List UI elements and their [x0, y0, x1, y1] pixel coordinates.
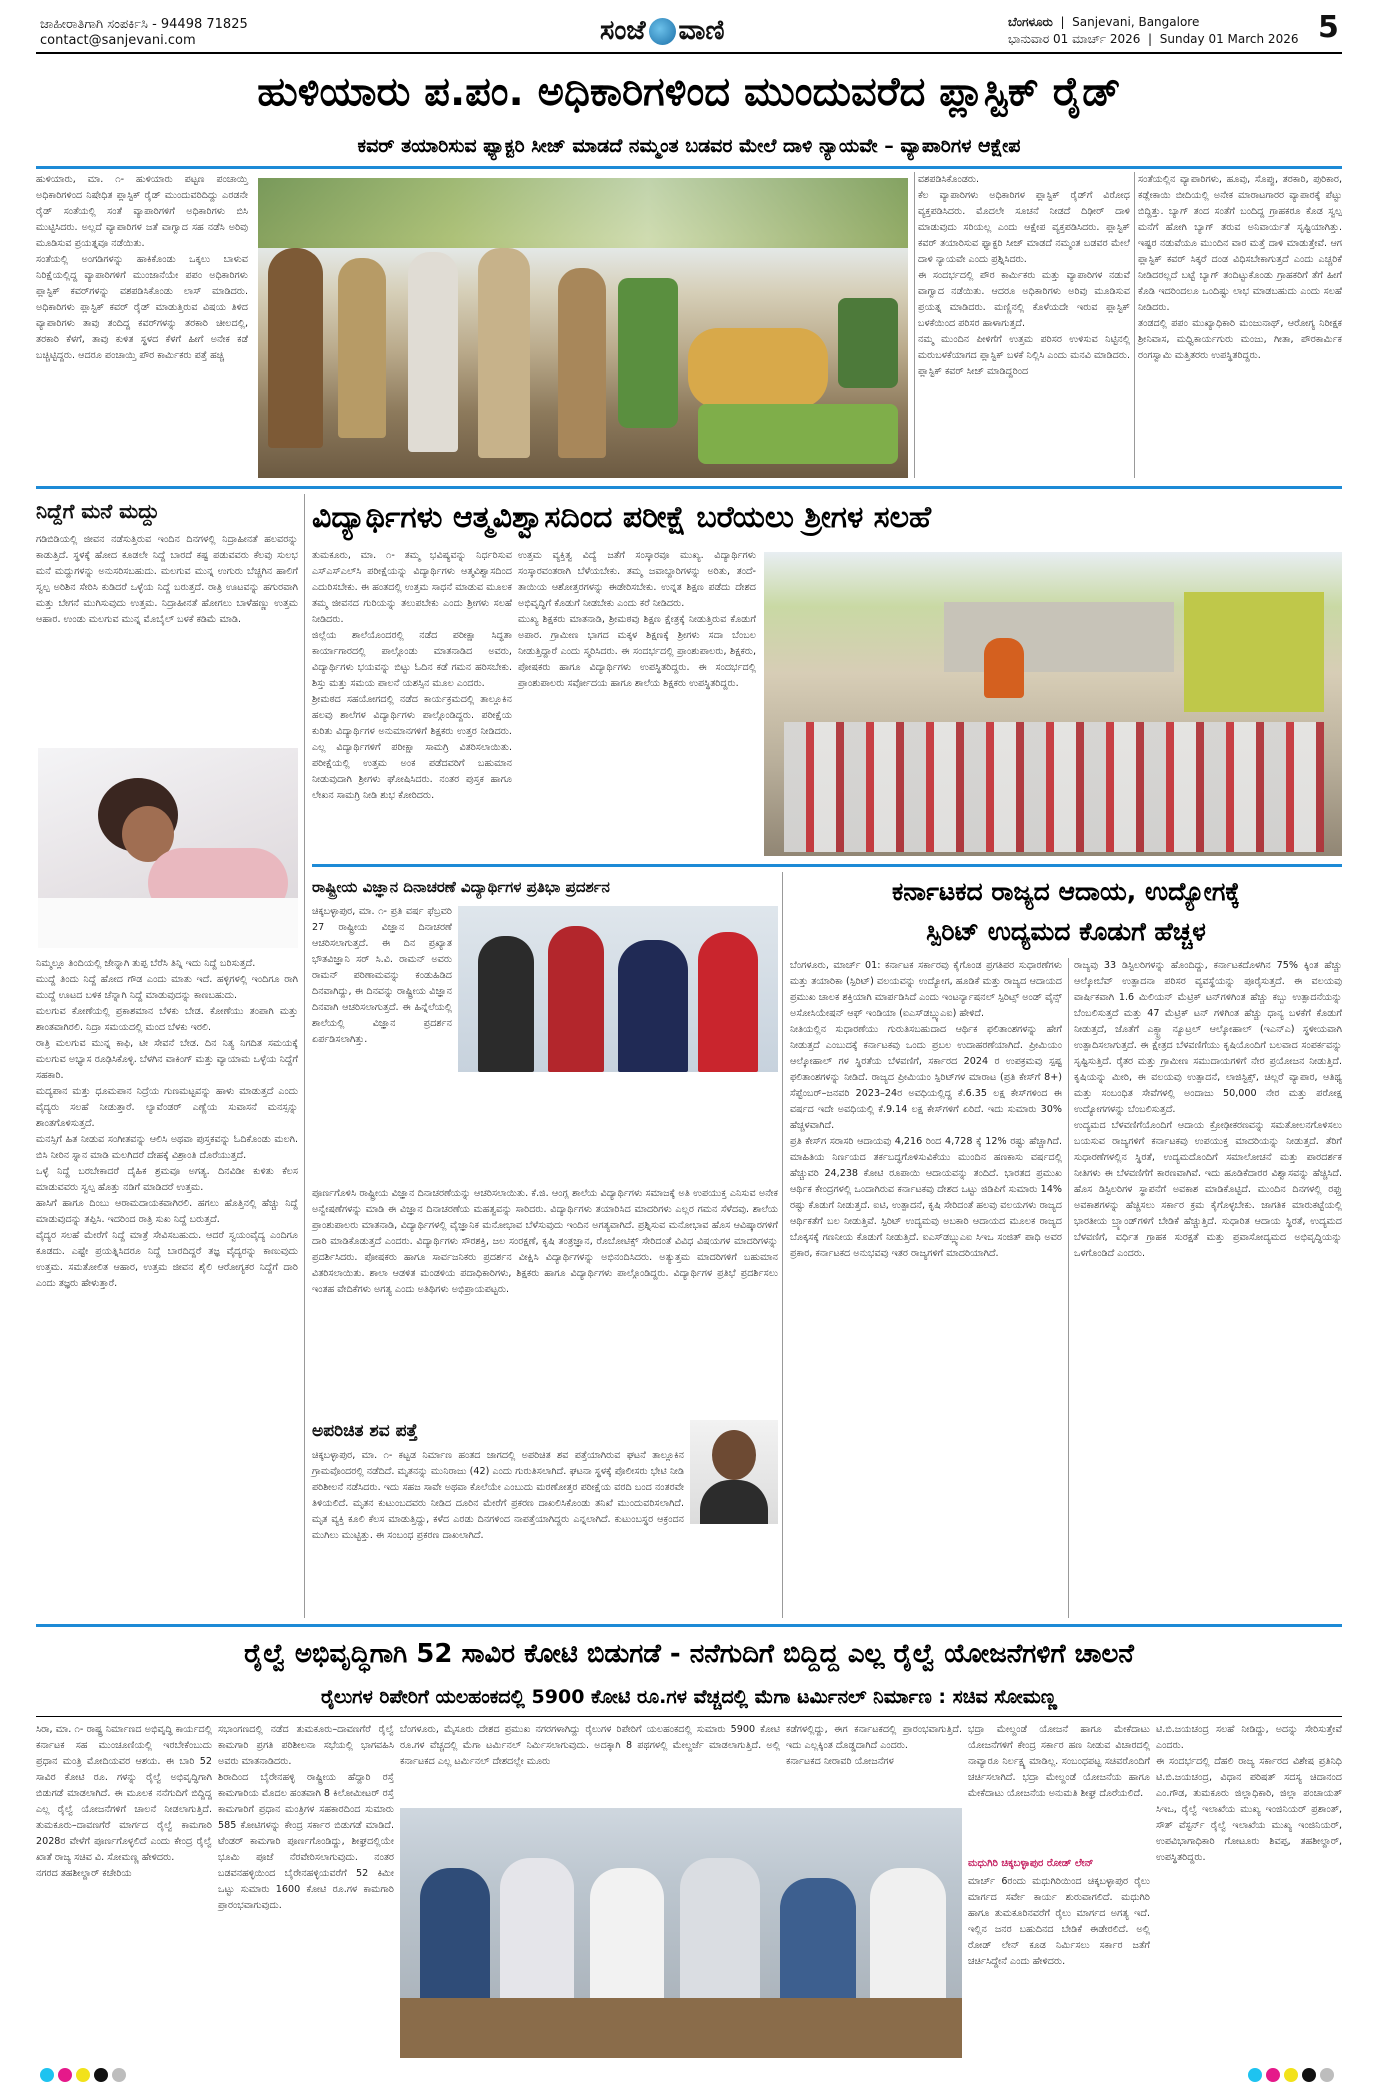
story1-sub-rule [36, 166, 1342, 169]
story7-col6: ಭದ್ರಾ ಮೇಲ್ದಂಡೆ ಯೋಜನೆ ಹಾಗೂ ಮೇಕೆದಾಟು ಯೋಜನೆಗಳಿಗೆ ಕೇಂದ್ರ ಸರ್ಕಾರ ಹಣ ನೀಡುವ ವಿಚಾರದಲ್ಲಿ ನಾವ್ಯಾರೂ ನಿರ್ಲಕ್ಷ್ಯ ಮಾಡಿಲ್ಲ. ಸಂಬಂಧಪಟ್ಟ ಸಚಿವರೊಂದಿಗೆ ಚರ್ಚಿಸಲಾಗಿದೆ. ಭದ್ರಾ ಮೇಲ್ದಂಡೆ ಯೋಜನೆಯ ಹಾಗೂ ಮೇಕೆದಾಟು ಯೋಜನೆಯ ಅನುಮತಿ ಶೀಘ್ರ ದೊರೆಯಲಿದೆ. [968, 1724, 1154, 1799]
story4-divider [782, 872, 783, 1618]
page-number: 5 [1318, 10, 1339, 45]
story7-photo [400, 1808, 962, 2058]
section2-vertical-divider [304, 494, 305, 1618]
story2-photo [38, 748, 298, 948]
story4-photo [458, 906, 778, 1072]
story2-body-bottom: ನಿಮ್ಮಲ್ಲೂ ತಿಂದಿಯಲ್ಲಿ ಜೇನ್ನಾಗಿ ತುಪ್ಪ ಬೆರೆಸಿ ತಿನ್ನಿ ಇದು ನಿದ್ದೆ ಬರಿಸುತ್ತದೆ. ಮುದ್ದೆ ತಿಂದು ನಿದ್ದೆ ಹೋದ ಗೌಡ ಎಂದು ಮಾತು ಇದೆ. ಹಳ್ಳಿಗಳಲ್ಲಿ ಇಂದಿಗೂ ರಾಗಿ ಮುದ್ದೆ ಊಟದ ಬಳಿಕ ಚೆನ್ನಾಗಿ ನಿದ್ದೆ ಮಾಡುವುದನ್ನು ಕಾಣಬಹುದು. ಮಲಗುವ ಕೋಣೆಯಲ್ಲಿ ಪ್ರಕಾಶಮಾನ ಬೆಳಕು ಬೇಡ. ಕೋಣೆಯು ತಂಪಾಗಿ ಮತ್ತು ಶಾಂತವಾಗಿರಲಿ. ನಿದ್ರಾ ಸಮಯದಲ್ಲಿ ಮಂದ ಬೆಳಕು ಇರಲಿ. ರಾತ್ರಿ ಮಲಗುವ ಮುನ್ನ ಕಾಫಿ, ಟೀ ಸೇವನೆ ಬೇಡ. ದಿನ ನಿತ್ಯ ನಿಗದಿತ ಸಮಯಕ್ಕೆ ಮಲಗುವ ಅಭ್ಯಾಸ ರೂಢಿಸಿಕೊಳ್ಳಿ. ಬೆಳಗಿನ ವಾಕಿಂಗ್ ಮತ್ತು ವ್ಯಾಯಾಮ ಒಳ್ಳೆಯ ನಿದ್ದೆಗೆ ಸಹಕಾರಿ. ಮದ್ಯಪಾನ ಮತ್ತು ಧೂಮಪಾನ ನಿದ್ರೆಯ ಗುಣಮಟ್ಟವನ್ನು ಹಾಳು ಮಾಡುತ್ತದೆ ಎಂದು ವೈದ್ಯರು ಸಲಹೆ ನೀಡುತ್ತಾರೆ. ಲ್ಯಾವೆಂಡರ್ ಎಣ್ಣೆಯ ಸುವಾಸನೆ ಮನಸ್ಸನ್ನು ಶಾಂತಗೊಳಿಸುತ್ತದೆ. ಮನಸ್ಸಿಗೆ ಹಿತ ನೀಡುವ ಸಂಗೀತವನ್ನು ಆಲಿಸಿ ಅಥವಾ ಪುಸ್ತಕವನ್ನು ಓದಿಕೊಂಡು ಮಲಗಿ. ಬಿಸಿ ನೀರಿನ ಸ್ನಾನ ಮಾಡಿ ಮಲಗಿದರೆ ದೇಹಕ್ಕೆ ವಿಶ್ರಾಂತಿ ದೊರೆಯುತ್ತದೆ. ಒಳ್ಳೆ ನಿದ್ದೆ ಬರಬೇಕಾದರೆ ದೈಹಿಕ ಶ್ರಮವೂ ಅಗತ್ಯ. ದಿನವಿಡೀ ಕುಳಿತು ಕೆಲಸ ಮಾಡುವವರು ಸ್ವಲ್ಪ ಹೊತ್ತು ನಡಿಗೆ ಮಾಡಿದರೆ ಉತ್ತಮ. ಹಾಸಿಗೆ ಹಾಗೂ ದಿಂಬು ಆರಾಮದಾಯಕವಾಗಿರಲಿ. ಹಗಲು ಹೊತ್ತಿನಲ್ಲಿ ಹೆಚ್ಚು ನಿದ್ದೆ ಮಾಡುವುದನ್ನು ತಪ್ಪಿಸಿ. ಇದರಿಂದ ರಾತ್ರಿ ಸುಖ ನಿದ್ದೆ ಬರುತ್ತದೆ. ವೈದ್ಯರ ಸಲಹೆ ಮೇರೆಗೆ ನಿದ್ದೆ ಮಾತ್ರೆ ಸೇವಿಸಬಹುದು. ಆದರೆ ಸ್ವಯಂವೈದ್ಯ ಎಂದಿಗೂ ಕೂಡದು. ಎಷ್ಟೇ ಪ್ರಯತ್ನಿಸಿದರೂ ನಿದ್ದೆ ಬಾರದಿದ್ದರೆ ತಜ್ಞ ವೈದ್ಯರನ್ನು ಕಾಣುವುದು ಉತ್ತಮ. ಸಮತೋಲಿತ ಆಹಾರ, ಉತ್ತಮ ಜೀವನ ಶೈಲಿ ಆರೋಗ್ಯಕರ ನಿದ್ದೆಗೆ ದಾರಿ ಎಂದು ತಜ್ಞರು ಹೇಳುತ್ತಾರೆ. [36, 958, 298, 1289]
masthead-edition: Sanjevani, Bangalore [1072, 15, 1200, 29]
story1-photo [258, 178, 908, 478]
globe-icon [649, 18, 676, 45]
logo-left-text: ಸಂಜೆ [600, 15, 646, 46]
story1-subhead: ಕವರ್ ತಯಾರಿಸುವ ಫ್ಯಾಕ್ಟರಿ ಸೀಜ್ ಮಾಡದೆ ನಮ್ಮಂತ ಬಡವರ ಮೇಲೆ ದಾಳಿ ನ್ಯಾಯವೇ – ವ್ಯಾಪಾರಿಗಳ ಆಕ್ಷೇಪ [357, 135, 1021, 157]
story7-col1: ಸಿರಾ, ಮಾ. ೧- ರಾಷ್ಟ್ರ ನಿರ್ಮಾಣದ ಅಭಿವೃದ್ಧಿ ಕಾರ್ಯದಲ್ಲಿ ಕರ್ನಾಟಕ ಸಹ ಮುಂಚೂಣಿಯಲ್ಲಿ ಇರಬೇಕೆಂಬುದು ಪ್ರಧಾನ ಮಂತ್ರಿ ಮೋದಿಯವರ ಆಶಯ. ಈ ಬಾರಿ 52 ಸಾವಿರ ಕೋಟಿ ರೂ. ಗಳನ್ನು ರೈಲ್ವೆ ಅಭಿವೃದ್ಧಿಗಾಗಿ ಬಿಡುಗಡೆ ಮಾಡಲಾಗಿದೆ. ಈ ಮೂಲಕ ನನೆಗುದಿಗೆ ಬಿದ್ದಿದ್ದ ಎಲ್ಲ ರೈಲ್ವೆ ಯೋಜನೆಗಳಿಗೆ ಚಾಲನೆ ನೀಡಲಾಗುತ್ತಿದೆ. ತುಮಕೂರು–ದಾವಣಗೆರೆ ಮಾರ್ಗದ ರೈಲ್ವೆ ಕಾಮಗಾರಿ 2028ರ ವೇಳೆಗೆ ಪೂರ್ಣಗೊಳ್ಳಲಿದೆ ಎಂದು ಕೇಂದ್ರ ರೈಲ್ವೆ ಖಾತೆ ರಾಜ್ಯ ಸಚಿವ ವಿ. ಸೋಮಣ್ಣ ಹೇಳಿದರು. ನಗರದ ತಹಶೀಲ್ದಾರ್ ಕಚೇರಿಯ [36, 1724, 212, 1879]
registration-dot [1284, 2068, 1298, 2082]
masthead-logo [600, 14, 725, 48]
section-rule-3 [36, 1624, 1342, 1627]
masthead-ad-line: ಜಾಹೀರಾತಿಗಾಗಿ ಸಂಪರ್ಕಿಸಿ - 94498 71825 [40, 17, 248, 32]
story6-headline-2: ಸ್ಪಿರಿಟ್ ಉದ್ಯಮದ ಕೊಡುಗೆ ಹೆಚ್ಚಳ [926, 917, 1206, 946]
registration-dot [76, 2068, 90, 2082]
masthead-city: ಬೆಂಗಳೂರು [1008, 15, 1053, 29]
logo-right-text: ವಾಣಿ [678, 15, 725, 46]
story4-side: ಚಿಕ್ಕಬಳ್ಳಾಪುರ, ಮಾ. ೧- ಪ್ರತಿ ವರ್ಷ ಫೆಬ್ರವರಿ 27 ರಾಷ್ಟ್ರೀಯ ವಿಜ್ಞಾನ ದಿನಾಚರಣೆ ಆಚರಿಸಲಾಗುತ್ತದೆ. ಈ ದಿನ ಪ್ರಖ್ಯಾತ ಭೌತವಿಜ್ಞಾನಿ ಸರ್ ಸಿ.ವಿ. ರಾಮನ್ ಅವರು ರಾಮನ್ ಪರಿಣಾಮವನ್ನು ಕಂಡುಹಿಡಿದ ದಿನವಾಗಿದ್ದು, ಈ ದಿನವನ್ನು ರಾಷ್ಟ್ರೀಯ ವಿಜ್ಞಾನ ದಿನವಾಗಿ ಆಚರಿಸಲಾಗುತ್ತದೆ. ಈ ಹಿನ್ನೆಲೆಯಲ್ಲಿ ಶಾಲೆಯಲ್ಲಿ ವಿಜ್ಞಾನ ಪ್ರದರ್ಶನ ಏರ್ಪಡಿಸಲಾಗಿತ್ತು. [312, 906, 456, 1045]
registration-dot [1302, 2068, 1316, 2082]
masthead-date-kn: ಭಾನುವಾರ 01 ಮಾರ್ಚ್ 2026 [1008, 32, 1141, 46]
story2-title: ನಿದ್ದೆಗೆ ಮನೆ ಮದ್ದು [36, 499, 160, 523]
story6-col1: ಬೆಂಗಳೂರು, ಮಾರ್ಚ್ 01: ಕರ್ನಾಟಕ ಸರ್ಕಾರವು ಕೈಗೊಂಡ ಪ್ರಗತಿಪರ ಸುಧಾರಣೆಗಳು ಮತ್ತು ತಯಾರಿಕಾ (ಸ್ಪಿರಿಟ್) ವಲಯವನ್ನು ಉದ್ಯೋಗ, ಹೂಡಿಕೆ ಮತ್ತು ರಾಜ್ಯದ ಆದಾಯದ ಪ್ರಮುಖ ಚಾಲಕ ಶಕ್ತಿಯಾಗಿ ಮಾರ್ಪಡಿಸಿದೆ ಎಂದು ಇಂಟರ್ನ್ಯಾಷನಲ್ ಸ್ಪಿರಿಟ್ಸ್ ಅಂಡ್ ವೈನ್ಸ್ ಅಸೋಸಿಯೇಷನ್ ಆಫ್ ಇಂಡಿಯಾ (ಐಎಸ್‌ಡಬ್ಲ್ಯುಎಐ) ಹೇಳಿದೆ. ನೀತಿಯಲ್ಲಿನ ಸುಧಾರಣೆಯು ಗುರುತಿಸಬಹುದಾದ ಆರ್ಥಿಕ ಫಲಿತಾಂಶಗಳನ್ನು ಹೇಗೆ ನೀಡುತ್ತದೆ ಎಂಬುದಕ್ಕೆ ಕರ್ನಾಟಕವು ಒಂದು ಪ್ರಬಲ ಉದಾಹರಣೆಯಾಗಿದೆ. ಪ್ರೀಮಿಯಂ ಆಲ್ಕೋಹಾಲ್ ಗಳ ಸ್ಥಿರತೆಯ ಬೆಳವಣಿಗೆ, ಸರ್ಕಾರದ 2024 ರ ಉಪಕ್ರಮವು ಸ್ಪಷ್ಟ ಫಲಿತಾಂಶಗಳನ್ನು ನೀಡಿದೆ. ರಾಜ್ಯದ ಪ್ರೀಮಿಯಂ ಸ್ಪಿರಿಟ್‌ಗಳ ಮಾರಾಟ (ಪ್ರತಿ ಕೇಸ್‌ಗೆ 8+) ಸೆಪ್ಟೆಂಬರ್–ಜನವರಿ 2023–24ರ ಅವಧಿಯಲ್ಲಿದ್ದ ಕೆ.6.35 ಲಕ್ಷ ಕೇಸ್‌ಗಳಿಂದ ಈ ವರ್ಷದ ಇದೇ ಅವಧಿಯಲ್ಲಿ ಕೆ.9.14 ಲಕ್ಷ ಕೇಸ್‌ಗಳಿಗೆ ಏರಿದೆ. ಇದು ಸುಮಾರು 30% ಹೆಚ್ಚಳವಾಗಿದೆ. ಪ್ರತಿ ಕೇಸ್‌ಗ ಸರಾಸರಿ ಆದಾಯವು 4,216 ರಿಂದ 4,728 ಕ್ಕೆ 12% ರಷ್ಟು ಹೆಚ್ಚಾಗಿದೆ. ಮಾಹಿತಿಯ ನಿರ್ಣಯದ ತರ್ಕಬದ್ಧಗೊಳಿಸುವಿಕೆಯು ಮುಂದಿನ ಹಣಕಾಸು ವರ್ಷದಲ್ಲಿ ಹೆಚ್ಚುವರಿ 24,238 ಕೋಟಿ ರೂಪಾಯಿ ಆದಾಯವನ್ನು ತಂದಿದೆ. ಭಾರತದ ಪ್ರಮುಖ ಆರ್ಥಿಕ ಕೇಂದ್ರಗಳಲ್ಲಿ ಒಂದಾಗಿರುವ ಕರ್ನಾಟಕವು ದೇಶದ ಒಟ್ಟು ಜಿಡಿಪಿಗೆ ಸುಮಾರು 14% ರಷ್ಟು ಕೊಡುಗೆ ನೀಡುತ್ತದೆ. ಐಟಿ, ಉತ್ಪಾದನೆ, ಕೃಷಿ ಸೇರಿದಂತೆ ಹಲವು ವಲಯಗಳು ರಾಜ್ಯದ ಆರ್ಥಿಕತೆಗೆ ಬಲ ನೀಡುತ್ತಿವೆ. ಸ್ಪಿರಿಟ್ ಉದ್ಯಮವು ಅಬಕಾರಿ ಆದಾಯದ ಮೂಲಕ ರಾಜ್ಯದ ಬೊಕ್ಕಸಕ್ಕೆ ಗಣನೀಯ ಕೊಡುಗೆ ನೀಡುತ್ತಿದೆ. ಐಎಸ್‌ಡಬ್ಲ್ಯುಎಐ ಸಿಇಒ ಸಂಜಿತ್ ಪಾಧಿ ಅವರ ಪ್ರಕಾರ, ಕರ್ನಾಟಕದ ಅನುಭವವು ಇತರ ರಾಜ್ಯಗಳಿಗೆ ಮಾದರಿಯಾಗಿದೆ. [790, 960, 1063, 1259]
story6-divider [1068, 958, 1069, 1618]
story7-col3: ಬೆಂಗಳೂರು, ಮೈಸೂರು ದೇಶದ ಪ್ರಮುಖ ನಗರಗಳಾಗಿದ್ದು ರೈಲುಗಳ ರಿಪೇರಿಗೆ ಯಲಹಂಕದಲ್ಲಿ ಸುಮಾರು 5900 ಕೋಟಿ ರೂ.ಗಳ ವೆಚ್ಚದಲ್ಲಿ ಮೆಗಾ ಟರ್ಮಿನಲ್ ನಿರ್ಮಿಸಲಾಗುವುದು. ಅದಕ್ಕಾಗಿ 8 ಪಥಗಳಲ್ಲಿ ಮೇಲ್ದರ್ಜೆ ಮಾಡಲಾಗುತ್ತಿದೆ. ಅಲ್ಲಿ ಕರ್ನಾಟಕದ ಎಲ್ಲ ಟರ್ಮಿನಲ್ ದೇಶದಲ್ಲೇ ಮೂರು [400, 1724, 784, 1767]
story2-body-top: ಗಡಿಬಿಡಿಯಲ್ಲಿ ಜೀವನ ನಡೆಸುತ್ತಿರುವ ಇಂದಿನ ದಿನಗಳಲ್ಲಿ ನಿದ್ರಾಹೀನತೆ ಹಲವರನ್ನು ಕಾಡುತ್ತಿದೆ. ಸ್ಥಳಕ್ಕೆ ಹೋದ ಕೂಡಲೇ ನಿದ್ದೆ ಬಾರದೆ ಕಷ್ಟ ಪಡುವವರು ಕೆಲವು ಸುಲಭ ಮನೆ ಮದ್ದುಗಳನ್ನು ಅನುಸರಿಸಬಹುದು. ಮಲಗುವ ಮುನ್ನ ಉಗುರು ಬೆಚ್ಚಗಿನ ಹಾಲಿಗೆ ಸ್ವಲ್ಪ ಅರಿಶಿನ ಸೇರಿಸಿ ಕುಡಿದರೆ ಒಳ್ಳೆಯ ನಿದ್ದೆ ಬರುತ್ತದೆ. ರಾತ್ರಿ ಊಟವನ್ನು ಹಗುರವಾಗಿ ಮತ್ತು ಬೇಗನೆ ಮುಗಿಸುವುದು ಉತ್ತಮ. ನಿದ್ರಾಹೀನತೆ ಹೋಗಲು ಬಾಳೆಹಣ್ಣು ಉತ್ತಮ ಆಹಾರ. ಉಂಡು ಮಲಗುವ ಮುನ್ನ ಮೊಬೈಲ್ ಬಳಕೆ ಕಡಿಮೆ ಮಾಡಿ. [36, 534, 302, 625]
registration-dot [1248, 2068, 1262, 2082]
story6-col2: ರಾಜ್ಯವು 33 ಡಿಸ್ಟಿಲರಿಗಳನ್ನು ಹೊಂದಿದ್ದು, ಕರ್ನಾಟಕದೊಳಗಿನ 75% ಕ್ಕಿಂತ ಹೆಚ್ಚು ಆಲ್ಕೋಬೆವ್ ಉತ್ಪಾದನಾ ಪರಿಸರ ವ್ಯವಸ್ಥೆಯನ್ನು ಪೂರೈಸುತ್ತದೆ. ಈ ವಲಯವು ವಾರ್ಷಿಕವಾಗಿ 1.6 ಮಿಲಿಯನ್ ಮೆಟ್ರಿಕ್ ಟನ್‌ಗಳಿಗಿಂತ ಹೆಚ್ಚು ಕಬ್ಬು ಉತ್ಪಾದನೆಯನ್ನು ಬೆಂಬಲಿಸುತ್ತದೆ ಮತ್ತು 47 ಮೆಟ್ರಿಕ್ ಟನ್ ಗಳಿಗಿಂತ ಹೆಚ್ಚು ಧಾನ್ಯ ಬಳಕೆಗೆ ಕೊಡುಗೆ ನೀಡುತ್ತದೆ, ಜೊತೆಗೆ ಎಕ್ಸ್ಟ್ರಾ ನ್ಯೂಟ್ರಲ್ ಆಲ್ಕೋಹಾಲ್ (ಇಎನ್‌ಎ) ಸ್ಥಳೀಯವಾಗಿ ಉತ್ಪಾದಿಸಲಾಗುತ್ತದೆ. ಈ ಕ್ಷೇತ್ರದ ಬೆಳವಣಿಗೆಯು ಕೃಷಿಯೊಂದಿಗೆ ಬಲವಾದ ಸಂಪರ್ಕವನ್ನು ಸೃಷ್ಟಿಸುತ್ತಿದೆ. ರೈತರ ಮತ್ತು ಗ್ರಾಮೀಣ ಸಮುದಾಯಗಳಿಗೆ ನೇರ ಪ್ರಯೋಜನ ನೀಡುತ್ತಿದೆ. ಕೃಷಿಯನ್ನು ಮೀರಿ, ಈ ವಲಯವು ಉತ್ಪಾದನೆ, ಲಾಜಿಸ್ಟಿಕ್ಸ್, ಚಿಲ್ಲರೆ ವ್ಯಾಪಾರ, ಆತಿಥ್ಯ ಮತ್ತು ಸಂಬಂಧಿತ ಸೇವೆಗಳಲ್ಲಿ ಅಂದಾಜು 50,000 ನೇರ ಮತ್ತು ಪರೋಕ್ಷ ಉದ್ಯೋಗಗಳನ್ನು ಬೆಂಬಲಿಸುತ್ತದೆ. ಉದ್ಯಮದ ಬೆಳವಣಿಗೆಯೊಂದಿಗೆ ಆದಾಯ ಕ್ರೋಢೀಕರಣವನ್ನು ಸಮತೋಲನಗೊಳಿಸಲು ಬಯಸುವ ರಾಜ್ಯಗಳಿಗೆ ಕರ್ನಾಟಕವು ಉಪಯುಕ್ತ ಮಾದರಿಯನ್ನು ನೀಡುತ್ತದೆ. ತೆರಿಗೆ ಸುಧಾರಣೆಗಳಲ್ಲಿನ ಸ್ಥಿರತೆ, ಉದ್ಯಮದೊಂದಿಗೆ ಸಮಾಲೋಚನೆ ಮತ್ತು ಪಾರದರ್ಶಕ ನೀತಿಗಳು ಈ ಬೆಳವಣಿಗೆಗೆ ಕಾರಣವಾಗಿವೆ. ಇದು ಹೂಡಿಕೆದಾರರ ವಿಶ್ವಾಸವನ್ನು ಹೆಚ್ಚಿಸಿದೆ. ಹೊಸ ಡಿಸ್ಟಿಲರಿಗಳ ಸ್ಥಾಪನೆಗೆ ಅವಕಾಶ ಮಾಡಿಕೊಟ್ಟಿದೆ. ಮುಂದಿನ ದಿನಗಳಲ್ಲಿ ರಫ್ತು ಅವಕಾಶಗಳನ್ನು ಹೆಚ್ಚಿಸಲು ಸರ್ಕಾರ ಕ್ರಮ ಕೈಗೊಳ್ಳಬೇಕು. ಜಾಗತಿಕ ಮಾರುಕಟ್ಟೆಯಲ್ಲಿ ಭಾರತೀಯ ಬ್ರ್ಯಾಂಡ್‌ಗಳಿಗೆ ಬೇಡಿಕೆ ಹೆಚ್ಚುತ್ತಿದೆ. ಸುಧಾರಿತ ಆದಾಯ ಸ್ಥಿರತೆ, ಉದ್ಯಮದ ಬೆಳವಣಿಗೆ, ವರ್ಧಿತ ಗ್ರಾಹಕ ಸುರಕ್ಷತೆ ಮತ್ತು ಪ್ರವಾಸೋದ್ಯಮದ ಅಭಿವೃದ್ಧಿಯನ್ನು ಒಳಗೊಂಡಿದೆ ಎಂದರು. [1074, 960, 1342, 1259]
story7-col6-b: ಮಾರ್ಚ್ 6ರಂದು ಮಧುಗಿರಿಯಿಂದ ಚಿಕ್ಕಬಳ್ಳಾಪುರ ರೈಲು ಮಾರ್ಗದ ಸರ್ವೇ ಕಾರ್ಯ ಶುರುವಾಗಲಿದೆ. ಮಧುಗಿರಿ ಹಾಗೂ ತುಮಕೂರಿನವರೆಗೆ ರೈಲು ಮಾರ್ಗದ ಅಗತ್ಯ ಇದೆ. ಇಲ್ಲಿನ ಜನರ ಬಹುದಿನದ ಬೇಡಿಕೆ ಈಡೇರಲಿದೆ. ಅಲ್ಲಿ ರೋಡ್ ಲೇನ್ ಕೂಡ ನಿರ್ಮಿಸಲು ಸರ್ಕಾರ ಜತೆಗೆ ಚರ್ಚಿಸಿದ್ದೇನೆ ಎಂದು ಹೇಳಿದರು. [968, 1876, 1154, 1967]
story7-headline: ರೈಲ್ವೆ ಅಭಿವೃದ್ಧಿಗಾಗಿ 52 ಸಾವಿರ ಕೋಟಿ ಬಿಡುಗಡೆ - ನನೆಗುದಿಗೆ ಬಿದ್ದಿದ್ದ ಎಲ್ಲ ರೈಲ್ವೆ ಯೋಜನೆಗಳಿಗೆ ಚಾಲನೆ [244, 1639, 1134, 1669]
story4-title: ರಾಷ್ಟ್ರೀಯ ವಿಜ್ಞಾನ ದಿನಾಚರಣೆ ವಿದ್ಯಾರ್ಥಿಗಳ ಪ್ರತಿಭಾ ಪ್ರದರ್ಶನ [312, 878, 610, 896]
registration-dot [94, 2068, 108, 2082]
registration-dot [58, 2068, 72, 2082]
story5-title: ಅಪರಿಚಿತ ಶವ ಪತ್ತೆ [312, 1421, 418, 1441]
masthead-date-en: Sunday 01 March 2026 [1159, 32, 1299, 46]
story7-sub-rule [36, 1716, 1342, 1717]
story3-headline: ವಿದ್ಯಾರ್ಥಿಗಳು ಆತ್ಮವಿಶ್ವಾಸದಿಂದ ಪರೀಕ್ಷೆ ಬರೆಯಲು ಶ್ರೀಗಳ ಸಲಹೆ [312, 500, 932, 535]
story1-divider-a [914, 172, 915, 478]
story5-photo [690, 1420, 778, 1524]
story7-col2: ಸಭಾಂಗಣದಲ್ಲಿ ನಡೆದ ತುಮಕೂರು–ದಾವಣಗೆರೆ ರೈಲ್ವೆ ಕಾಮಗಾರಿ ಪ್ರಗತಿ ಪರಿಶೀಲನಾ ಸಭೆಯಲ್ಲಿ ಭಾಗವಹಿಸಿ ಅವರು ಮಾತನಾಡಿದರು. ಶಿರಾದಿಂದ ಬೈರೇನಹಳ್ಳಿ ರಾಷ್ಟ್ರೀಯ ಹೆದ್ದಾರಿ ರಸ್ತೆ ಕಾಮಗಾರಿಯ ಮೊದಲ ಹಂತವಾಗಿ 8 ಕಿಲೋಮೀಟರ್ ರಸ್ತೆ ಕಾಮಗಾರಿಗೆ ಪ್ರಧಾನ ಮಂತ್ರಿಗಳ ಸಹಕಾರದಿಂದ ಸುಮಾರು 585 ಕೋಟಿಗಳನ್ನು ಕೇಂದ್ರ ಸರ್ಕಾರ ಬಿಡುಗಡೆ ಮಾಡಿದೆ. ಟೆಂಡರ್ ಕಾಮಗಾರಿ ಪೂರ್ಣಗೊಂಡಿದ್ದು, ಶೀಘ್ರದಲ್ಲಿಯೇ ಭೂಮಿ ಪೂಜೆ ನೆರವೇರಿಸಲಾಗುವುದು. ನಂತರ ಬಡವನಹಳ್ಳಿಯಿಂದ ಬೈರೇನಹಳ್ಳಿಯವರೆಗೆ 52 ಕಿಮೀ ಒಟ್ಟು ಸುಮಾರು 1600 ಕೋಟಿ ರೂ.ಗಳ ಕಾಮಗಾರಿ ಪ್ರಾರಂಭವಾಗುವುದು. [218, 1724, 394, 1911]
registration-dot [40, 2068, 54, 2082]
masthead-rule [36, 52, 1342, 54]
registration-dot [1266, 2068, 1280, 2082]
story7-col5: ಕಡೆಗಳಲ್ಲಿದ್ದು, ಈಗ ಕರ್ನಾಟಕದಲ್ಲಿ ಪ್ರಾರಂಭವಾಗುತ್ತಿದೆ. ಇದು ಎಲ್ಲಕ್ಕಿಂತ ದೊಡ್ಡದಾಗಿದೆ ಎಂದರು. ಕರ್ನಾಟಕದ ನೀರಾವರಿ ಯೋಜನೆಗಳ [786, 1724, 962, 1767]
registration-dot [112, 2068, 126, 2082]
story4-body-wide: ಪೂರ್ಣಗೊಳಿಸಿ ರಾಷ್ಟ್ರೀಯ ವಿಜ್ಞಾನ ದಿನಾಚರಣೆಯನ್ನು ಆಚರಿಸಲಾಯಿತು. ಕೆ.ಜಿ. ಆಂಗ್ಲ ಶಾಲೆಯ ವಿದ್ಯಾರ್ಥಿಗಳು ಸಮಾಜಕ್ಕೆ ಅತಿ ಉಪಯುಕ್ತ ಎನಿಸುವ ಅನೇಕ ಅನ್ವೇಷಣೆಗಳನ್ನು ಮಾಡಿ ಈ ವಿಜ್ಞಾನ ದಿನಾಚರಣೆಯ ಮಹತ್ವವನ್ನು ಸಾರಿದರು. ವಿದ್ಯಾರ್ಥಿಗಳು ತಯಾರಿಸಿದ ಮಾದರಿಗಳು ಎಲ್ಲರ ಗಮನ ಸೆಳೆದವು. ಶಾಲೆಯ ಪ್ರಾಂಶುಪಾಲರು ಮಾತನಾಡಿ, ವಿದ್ಯಾರ್ಥಿಗಳಲ್ಲಿ ವೈಜ್ಞಾನಿಕ ಮನೋಭಾವ ಬೆಳೆಸುವುದು ಇಂದಿನ ಅಗತ್ಯವಾಗಿದೆ. ಪ್ರಶ್ನಿಸುವ ಮನೋಭಾವ ಹೊಸ ಆವಿಷ್ಕಾರಗಳಿಗೆ ದಾರಿ ಮಾಡಿಕೊಡುತ್ತದೆ ಎಂದರು. ವಿದ್ಯಾರ್ಥಿಗಳು ಸೌರಶಕ್ತಿ, ಜಲ ಸಂರಕ್ಷಣೆ, ಕೃಷಿ ತಂತ್ರಜ್ಞಾನ, ರೊಬೋಟಿಕ್ಸ್ ಸೇರಿದಂತೆ ವಿವಿಧ ವಿಷಯಗಳ ಮಾದರಿಗಳನ್ನು ಪ್ರದರ್ಶಿಸಿದರು. ಪೋಷಕರು ಹಾಗೂ ಸಾರ್ವಜನಿಕರು ಪ್ರದರ್ಶನ ವೀಕ್ಷಿಸಿ ವಿದ್ಯಾರ್ಥಿಗಳನ್ನು ಅಭಿನಂದಿಸಿದರು. ಅತ್ಯುತ್ತಮ ಮಾದರಿಗಳಿಗೆ ಬಹುಮಾನ ವಿತರಿಸಲಾಯಿತು. ಶಾಲಾ ಆಡಳಿತ ಮಂಡಳಿಯ ಪದಾಧಿಕಾರಿಗಳು, ಶಿಕ್ಷಕರು ಹಾಗೂ ವಿದ್ಯಾರ್ಥಿಗಳು ಪಾಲ್ಗೊಂಡಿದ್ದರು. ವಿದ್ಯಾರ್ಥಿಗಳ ಪ್ರತಿಭೆ ಪ್ರದರ್ಶಿಸಲು ಇಂತಹ ವೇದಿಕೆಗಳು ಅಗತ್ಯ ಎಂದು ಅತಿಥಿಗಳು ಅಭಿಪ್ರಾಯಪಟ್ಟರು. [312, 1188, 782, 1295]
story7-col7: ಟಿ.ಬಿ.ಜಯಚಂದ್ರ ಸಲಹೆ ನೀಡಿದ್ದು, ಅದನ್ನು ಸೇರಿಸುತ್ತೇವೆ ಎಂದರು. ಈ ಸಂದರ್ಭದಲ್ಲಿ ದೆಹಲಿ ರಾಜ್ಯ ಸರ್ಕಾರದ ವಿಶೇಷ ಪ್ರತಿನಿಧಿ ಟಿ.ಬಿ.ಜಯಚಂದ್ರ, ವಿಧಾನ ಪರಿಷತ್ ಸದಸ್ಯ ಚಿದಾನಂದ ಎಂ.ಗೌಡ, ತುಮಕೂರು ಜಿಲ್ಲಾಧಿಕಾರಿ, ಜಿಲ್ಲಾ ಪಂಚಾಯತ್ ಸಿಇಒ, ರೈಲ್ವೆ ಇಲಾಖೆಯ ಮುಖ್ಯ ಇಂಜಿನಿಯರ್ ಪ್ರಶಾಂತ್, ಸೌತ್ ವೆಸ್ಟರ್ನ್ ರೈಲ್ವೆ ಇಲಾಖೆಯ ಮುಖ್ಯ ಇಂಜಿನಿಯರ್, ಉಪವಿಭಾಗಾಧಿಕಾರಿ ಗೋಟೂರು ಶಿವಪ್ಪ, ತಹಶೀಲ್ದಾರ್, ಉಪಸ್ಥಿತರಿದ್ದರು. [1156, 1724, 1342, 1863]
story7-subhead: ರೈಲುಗಳ ರಿಪೇರಿಗೆ ಯಲಹಂಕದಲ್ಲಿ 5900 ಕೋಟಿ ರೂ.ಗಳ ವೆಚ್ಚದಲ್ಲಿ ಮೆಗಾ ಟರ್ಮಿನಲ್ ನಿರ್ಮಾಣ : ಸಚಿವ ಸೋಮಣ್ಣ [321, 1686, 1057, 1708]
section-rule-1 [36, 486, 1342, 489]
story1-col5: ಸಂತೆಯಲ್ಲಿನ ವ್ಯಾಪಾರಿಗಳು, ಹೂವು, ಸೊಪ್ಪು, ತರಕಾರಿ, ಪುರಿಕಾರ, ಕಡ್ಲೇಕಾಯಿ ಬೀದಿಯಲ್ಲಿ ಅನೇಕ ಮಾರಾಟಗಾರರ ವ್ಯಾಪಾರಕ್ಕೆ ಪೆಟ್ಟು ಬಿದ್ದಿತ್ತು. ಬ್ಯಾಗ್ ತಂದ ಸಂತೆಗೆ ಬಂದಿದ್ದ ಗ್ರಾಹಕರೂ ಕೊಡ ಸ್ವಲ್ಪ ಮನೆಗೆ ಹೋಗಿ ಬ್ಯಾಗ್ ತರುವ ಅನಿವಾರ್ಯತೆ ಸೃಷ್ಟಿಯಾಗಿತ್ತು. ಇಷ್ಟರ ನಡುವೆಯೂ ಮುಂದಿನ ವಾರ ಮತ್ತೆ ದಾಳಿ ಮಾಡುತ್ತೇವೆ. ಆಗ ಪ್ಲಾಸ್ಟಿಕ್ ಕವರ್ ಸಿಕ್ಕರೆ ದಂಡ ವಿಧಿಸಬೇಕಾಗುತ್ತದೆ ಎಂದು ಎಚ್ಚರಿಕೆ ನೀಡಿದರಲ್ಲದೆ ಬಟ್ಟೆ ಬ್ಯಾಗ್ ತಂದಿಟ್ಟುಕೊಂಡು ಗ್ರಾಹಕರಿಗೆ ತೆಗೆ ಹೀಗೆ ಕೊಡಿ ಇದರಿಂದಲೂ ಒಂದಿಷ್ಟು ಲಾಭ ಮಾಡಬಹುದು ಎಂದು ಸಲಹೆ ನೀಡಿದರು. ತಂಡದಲ್ಲಿ ಪಪಂ ಮುಖ್ಯಾಧಿಕಾರಿ ಮಂಜುನಾಥ್, ಆರೋಗ್ಯ ನಿರೀಕ್ಷಕ ಶ್ರೀನಿವಾಸ, ಮಧ್ವಿಕಾರ್ಯಗುರು ಮಂಜು, ಗೀತಾ, ಪೌರಕಾರ್ಮಿಕ ರಂಗಸ್ವಾಮಿ ಮತ್ತಿತರರು ಉಪಸ್ಥಿತರಿದ್ದರು. [1138, 174, 1342, 361]
story1-divider-b [1134, 172, 1135, 478]
story1-col1: ಹುಳಿಯಾರು, ಮಾ. ೧- ಹುಳಿಯಾರು ಪಟ್ಟಣ ಪಂಚಾಯ್ತಿ ಅಧಿಕಾರಿಗಳಿಂದ ನಿಷೇಧಿತ ಪ್ಲಾಸ್ಟಿಕ್ ರೈಡ್ ಮುಂದುವರಿದಿದ್ದು ಎರಡನೇ ರೈಡ್ ಸಂತೆಯಲ್ಲಿ ಸಂತೆ ವ್ಯಾಪಾರಿಗಳಿಗೆ ಅಧಿಕಾರಿಗಳು ಬಿಸಿ ಮುಟ್ಟಿಸಿದರು. ಅಲ್ಲದೆ ವ್ಯಾಪಾರಿಗಳ ಜತೆ ವಾಗ್ವಾದ ಸಹ ನಡೆಸಿ ಅರಿವು ಮೂಡಿಸುವ ಪ್ರಯತ್ನವೂ ನಡೆಯಿತು. ಸಂತೆಯಲ್ಲಿ ಅಂಗಡಿಗಳನ್ನು ಹಾಕಿಕೊಂಡು ಒಕ್ಕಲು ಬಾಳುವ ನಿರಿಕ್ಷೆಯಲ್ಲಿದ್ದ ವ್ಯಾಪಾರಿಗಳಿಗೆ ಮುಂಜಾನೆಯೇ ಪಪಂ ಅಧಿಕಾರಿಗಳು ಪ್ಲಾಸ್ಟಿಕ್ ಕವರ್‌ಗಳನ್ನು ವಶಪಡಿಸಿಕೊಂಡು ಲಾಸ್ ಮಾಡಿದರು. ಅಧಿಕಾರಿಗಳು ಪ್ಲಾಸ್ಟಿಕ್ ಕವರ್ ರೈಡ್ ಮಾಡುತ್ತಿರುವ ವಿಷಯ ತಿಳಿದ ವ್ಯಾಪಾರಿಗಳು ತಾವು ತಂದಿದ್ದ ಕವರ್‌ಗಳನ್ನು ತರಕಾರಿ ಚೀಲದಲ್ಲಿ, ತರಕಾರಿ ಕೆಳಗೆ, ತಾವು ಕುಳಿತ ಸ್ಥಳದ ಕೆಳಗೆ ಹೀಗೆ ಅನೇಕ ಕಡೆ ಬಚ್ಚಿಟ್ಟಿದ್ದರು. ಆದರೂ ಪಂಚಾಯ್ತಿ ಪೌರ ಕಾರ್ಮಿಕರು ಪತ್ತೆ ಹಚ್ಚಿ [36, 174, 248, 361]
story6-headline-1: ಕರ್ನಾಟಕದ ರಾಜ್ಯದ ಆದಾಯ, ಉದ್ಯೋಗಕ್ಕೆ [891, 877, 1240, 906]
story1-headline: ಹುಳಿಯಾರು ಪ.ಪಂ. ಅಧಿಕಾರಿಗಳಿಂದ ಮುಂದುವರೆದ ಪ್ಲಾಸ್ಟಿಕ್ ರೈಡ್ [257, 69, 1121, 115]
story5-body: ಚಿಕ್ಕಬಳ್ಳಾಪುರ, ಮಾ. ೧- ಕಟ್ಟಡ ನಿರ್ಮಾಣ ಹಂತದ ಜಾಗದಲ್ಲಿ ಅಪರಿಚಿತ ಶವ ಪತ್ತೆಯಾಗಿರುವ ಘಟನೆ ತಾಲ್ಲೂಕಿನ ಗ್ರಾಮವೊಂದರಲ್ಲಿ ನಡೆದಿದೆ. ಮೃತನನ್ನು ಮುನಿರಾಜು (42) ಎಂದು ಗುರುತಿಸಲಾಗಿದೆ. ಘಟನಾ ಸ್ಥಳಕ್ಕೆ ಪೊಲೀಸರು ಭೇಟಿ ನೀಡಿ ಪರಿಶೀಲನೆ ನಡೆಸಿದರು. ಇದು ಸಹಜ ಸಾವೇ ಅಥವಾ ಕೊಲೆಯೇ ಎಂಬುದು ಮರಣೋತ್ತರ ಪರೀಕ್ಷೆಯ ವರದಿ ಬಂದ ನಂತರವೇ ತಿಳಿಯಲಿದೆ. ಮೃತನ ಕುಟುಂಬದವರು ನೀಡಿದ ದೂರಿನ ಮೇರೆಗೆ ಪ್ರಕರಣ ದಾಖಲಿಸಿಕೊಂಡು ತನಿಖೆ ಮುಂದುವರಿಸಲಾಗಿದೆ. ಮೃತ ವ್ಯಕ್ತಿ ಕೂಲಿ ಕೆಲಸ ಮಾಡುತ್ತಿದ್ದು, ಕಳೆದ ಎರಡು ದಿನಗಳಿಂದ ನಾಪತ್ತೆಯಾಗಿದ್ದರು ಎನ್ನಲಾಗಿದೆ. ಕುಟುಂಬಸ್ಥರ ಆಕ್ರಂದನ ಮುಗಿಲು ಮುಟ್ಟಿತ್ತು. ಈ ಸಂಬಂಧ ಪ್ರಕರಣ ದಾಖಲಾಗಿದೆ. [312, 1450, 688, 1541]
story3-col2: ಉತ್ತಮ ವ್ಯಕ್ತಿತ್ವ ವಿದ್ಯೆ ಜತೆಗೆ ಸಂಸ್ಕಾರವೂ ಮುಖ್ಯ. ವಿದ್ಯಾರ್ಥಿಗಳು ಸಂಸ್ಕಾರವಂತರಾಗಿ ಬೆಳೆಯಬೇಕು. ತಮ್ಮ ಜವಾಬ್ದಾರಿಗಳನ್ನು ಅರಿತು, ತಂದೆ-ತಾಯಿಯ ಆಶೋತ್ತರಗಳನ್ನು ಈಡೇರಿಸಬೇಕು. ಉನ್ನತ ಶಿಕ್ಷಣ ಪಡೆದು ದೇಶದ ಅಭಿವೃದ್ಧಿಗೆ ಕೊಡುಗೆ ನೀಡಬೇಕು ಎಂದು ಕರೆ ನೀಡಿದರು. ಮುಖ್ಯ ಶಿಕ್ಷಕರು ಮಾತನಾಡಿ, ಶ್ರೀಮಠವು ಶಿಕ್ಷಣ ಕ್ಷೇತ್ರಕ್ಕೆ ನೀಡುತ್ತಿರುವ ಕೊಡುಗೆ ಅಪಾರ. ಗ್ರಾಮೀಣ ಭಾಗದ ಮಕ್ಕಳ ಶಿಕ್ಷಣಕ್ಕೆ ಶ್ರೀಗಳು ಸದಾ ಬೆಂಬಲ ನೀಡುತ್ತಿದ್ದಾರೆ ಎಂದು ಸ್ಮರಿಸಿದರು. ಈ ಸಂದರ್ಭದಲ್ಲಿ ಪ್ರಾಂಶುಪಾಲರು, ಶಿಕ್ಷಕರು, ಪೋಷಕರು ಹಾಗೂ ವಿದ್ಯಾರ್ಥಿಗಳು ಉಪಸ್ಥಿತರಿದ್ದರು. ಈ ಸಂದರ್ಭದಲ್ಲಿ ಪ್ರಾಂಶುಪಾಲರು ಸರ್ವೋದಯ ಹಾಗೂ ಶಾಲೆಯ ಶಿಕ್ಷಕರು ಉಪಸ್ಥಿತರಿದ್ದರು. [518, 550, 756, 689]
story3-photo [764, 552, 1342, 856]
masthead-email[interactable]: contact@sanjevani.com [40, 33, 196, 48]
story1-col4: ವಶಪಡಿಸಿಕೊಂಡರು. ಕೆಲ ವ್ಯಾಪಾರಿಗಳು ಅಧಿಕಾರಿಗಳ ಪ್ಲಾಸ್ಟಿಕ್ ರೈಡ್‌ಗೆ ವಿರೋಧ ವ್ಯಕ್ತಪಡಿಸಿದರು. ಮೊದಲೇ ಸೂಚನೆ ನೀಡದೆ ದಿಢೀರ್ ದಾಳಿ ಮಾಡುವುದು ಸರಿಯಲ್ಲ ಎಂದು ಆಕ್ಷೇಪ ವ್ಯಕ್ತಪಡಿಸಿದರು. ಪ್ಲಾಸ್ಟಿಕ್ ಕವರ್ ತಯಾರಿಸುವ ಫ್ಯಾಕ್ಟರಿ ಸೀಜ್ ಮಾಡದೆ ನಮ್ಮಂತ ಬಡವರ ಮೇಲೆ ದಾಳಿ ನ್ಯಾಯವೇ ಎಂದು ಪ್ರಶ್ನಿಸಿದರು. ಈ ಸಂದರ್ಭದಲ್ಲಿ ಪೌರ ಕಾರ್ಮಿಕರು ಮತ್ತು ವ್ಯಾಪಾರಿಗಳ ನಡುವೆ ವಾಗ್ವಾದ ನಡೆಯಿತು. ಆದರೂ ಅಧಿಕಾರಿಗಳು ಅರಿವು ಮೂಡಿಸುವ ಪ್ರಯತ್ನ ಮಾಡಿದರು. ಮಣ್ಣಿನಲ್ಲಿ ಕೊಳೆಯದೇ ಇರುವ ಪ್ಲಾಸ್ಟಿಕ್ ಬಳಕೆಯಿಂದ ಪರಿಸರ ಹಾಳಾಗುತ್ತದೆ. ನಮ್ಮ ಮುಂದಿನ ಪೀಳಿಗೆಗೆ ಉತ್ತಮ ಪರಿಸರ ಉಳಿಸುವ ನಿಟ್ಟಿನಲ್ಲಿ ಮರುಬಳಕೆಯಾಗದ ಪ್ಲಾಸ್ಟಿಕ್ ಬಳಕೆ ನಿಲ್ಲಿಸಿ ಎಂದು ಮನವಿ ಮಾಡಿದರು. ಪ್ಲಾಸ್ಟಿಕ್ ಕವರ್ ಸೀಜ್ ಮಾಡಿದ್ದರಿಂದ [918, 174, 1130, 377]
section-rule-2 [312, 864, 1342, 867]
registration-dot [1320, 2068, 1334, 2082]
story3-col1: ತುಮಕೂರು, ಮಾ. ೧- ತಮ್ಮ ಭವಿಷ್ಯವನ್ನು ನಿರ್ಧರಿಸುವ ಎಸ್‌ಎಸ್‌ಎಲ್‌ಸಿ ಪರೀಕ್ಷೆಯನ್ನು ವಿದ್ಯಾರ್ಥಿಗಳು ಆತ್ಮವಿಶ್ವಾಸದಿಂದ ಎದುರಿಸಬೇಕು. ಈ ಹಂತದಲ್ಲಿ ಉತ್ತಮ ಸಾಧನೆ ಮಾಡುವ ಮೂಲಕ ತಮ್ಮ ಜೀವನದ ಗುರಿಯನ್ನು ತಲುಪಬೇಕು ಎಂದು ಶ್ರೀಗಳು ಸಲಹೆ ನೀಡಿದರು. ಜಿಲ್ಲೆಯ ಶಾಲೆಯೊಂದರಲ್ಲಿ ನಡೆದ ಪರೀಕ್ಷಾ ಸಿದ್ಧತಾ ಕಾರ್ಯಾಗಾರದಲ್ಲಿ ಪಾಲ್ಗೊಂಡು ಮಾತನಾಡಿದ ಅವರು, ವಿದ್ಯಾರ್ಥಿಗಳು ಭಯವನ್ನು ಬಿಟ್ಟು ಓದಿನ ಕಡೆ ಗಮನ ಹರಿಸಬೇಕು. ಶಿಸ್ತು ಮತ್ತು ಸಮಯ ಪಾಲನೆ ಯಶಸ್ಸಿನ ಮೂಲ ಎಂದರು. ಶ್ರೀಮಠದ ಸಹಯೋಗದಲ್ಲಿ ನಡೆದ ಕಾರ್ಯಕ್ರಮದಲ್ಲಿ ತಾಲ್ಲೂಕಿನ ಹಲವು ಶಾಲೆಗಳ ವಿದ್ಯಾರ್ಥಿಗಳು ಪಾಲ್ಗೊಂಡಿದ್ದರು. ಪರೀಕ್ಷೆಯ ಕುರಿತು ವಿದ್ಯಾರ್ಥಿಗಳ ಅನುಮಾನಗಳಿಗೆ ಶಿಕ್ಷಕರು ಉತ್ತರ ನೀಡಿದರು. ಎಲ್ಲ ವಿದ್ಯಾರ್ಥಿಗಳಿಗೆ ಪರೀಕ್ಷಾ ಸಾಮಗ್ರಿ ವಿತರಿಸಲಾಯಿತು. ಪರೀಕ್ಷೆಯಲ್ಲಿ ಉತ್ತಮ ಅಂಕ ಪಡೆದವರಿಗೆ ಬಹುಮಾನ ನೀಡುವುದಾಗಿ ಶ್ರೀಗಳು ಘೋಷಿಸಿದರು. ನಂತರ ಪುಸ್ತಕ ಹಾಗೂ ಲೇಖನ ಸಾಮಗ್ರಿ ನೀಡಿ ಶುಭ ಕೋರಿದರು. [312, 550, 512, 801]
masthead-right: ಬೆಂಗಳೂರು | Sanjevani, Bangalore ಭಾನುವಾರ 01 ಮಾರ್ಚ್ 2026 | Sunday 01 March 2026 [1008, 15, 1299, 46]
story7-col6-title: ಮಧುಗಿರಿ ಚಿಕ್ಕಬಳ್ಳಾಪುರ ರೋಡ್ ಲೇನ್ [968, 1858, 1094, 1869]
